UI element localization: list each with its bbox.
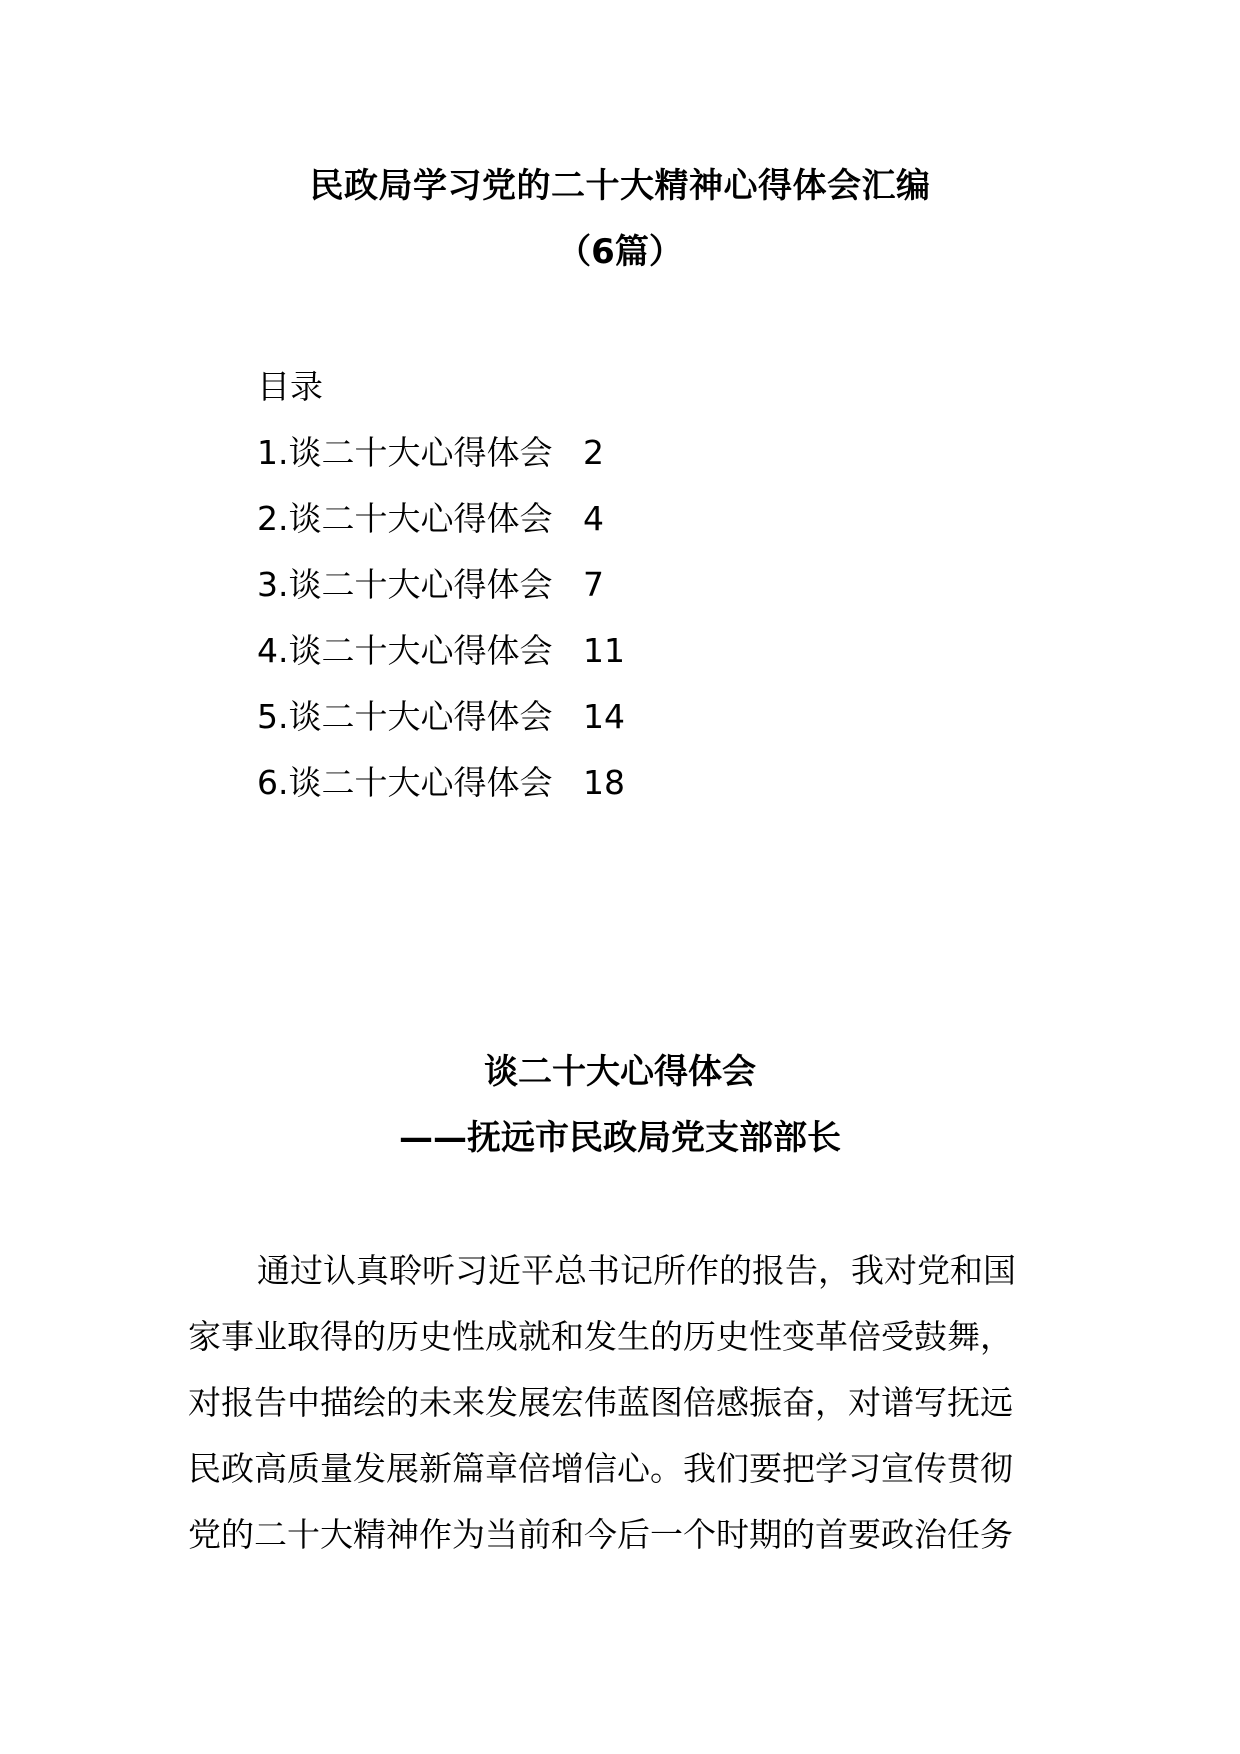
- body-line: 通过认真聆听习近平总书记所作的报告，我对党和国: [257, 1251, 1016, 1290]
- section-body-paragraph: [188, 1238, 1058, 1568]
- body-line: 家事业取得的历史性成就和发生的历史性变革倍受鼓舞，: [188, 1317, 1013, 1356]
- table-of-contents: [257, 354, 625, 816]
- toc-item[interactable]: [257, 684, 625, 750]
- toc-item[interactable]: [257, 750, 625, 816]
- toc-heading: 目录: [257, 367, 323, 406]
- toc-item-label: 5.谈二十大心得体会: [257, 697, 553, 736]
- toc-item-label: 4.谈二十大心得体会: [257, 631, 553, 670]
- body-line: 对报告中描绘的未来发展宏伟蓝图倍感振奋，对谱写抚远: [188, 1383, 1013, 1422]
- toc-item-page-number: 4: [583, 499, 604, 538]
- document-subtitle: （6篇）: [557, 232, 683, 272]
- body-line: 党的二十大精神作为当前和今后一个时期的首要政治任务: [188, 1515, 1013, 1554]
- body-line: 民政高质量发展新篇章倍增信心。我们要把学习宣传贯彻: [188, 1449, 1013, 1488]
- toc-item[interactable]: [257, 420, 625, 486]
- toc-item[interactable]: [257, 618, 625, 684]
- toc-item-label: 1.谈二十大心得体会: [257, 433, 553, 472]
- toc-item-label: 6.谈二十大心得体会: [257, 763, 553, 802]
- toc-item-label: 2.谈二十大心得体会: [257, 499, 553, 538]
- toc-item[interactable]: [257, 552, 625, 618]
- toc-item-page-number: 18: [583, 763, 625, 802]
- document-title: 民政局学习党的二十大精神心得体会汇编: [309, 166, 931, 206]
- section-title: 谈二十大心得体会: [484, 1052, 756, 1092]
- section-author: ——抚远市民政局党支部部长: [399, 1118, 841, 1158]
- toc-item-page-number: 14: [583, 697, 625, 736]
- toc-item-page-number: 2: [583, 433, 604, 472]
- toc-item[interactable]: [257, 486, 625, 552]
- toc-item-label: 3.谈二十大心得体会: [257, 565, 553, 604]
- toc-item-page-number: 11: [583, 631, 625, 670]
- toc-item-page-number: 7: [583, 565, 604, 604]
